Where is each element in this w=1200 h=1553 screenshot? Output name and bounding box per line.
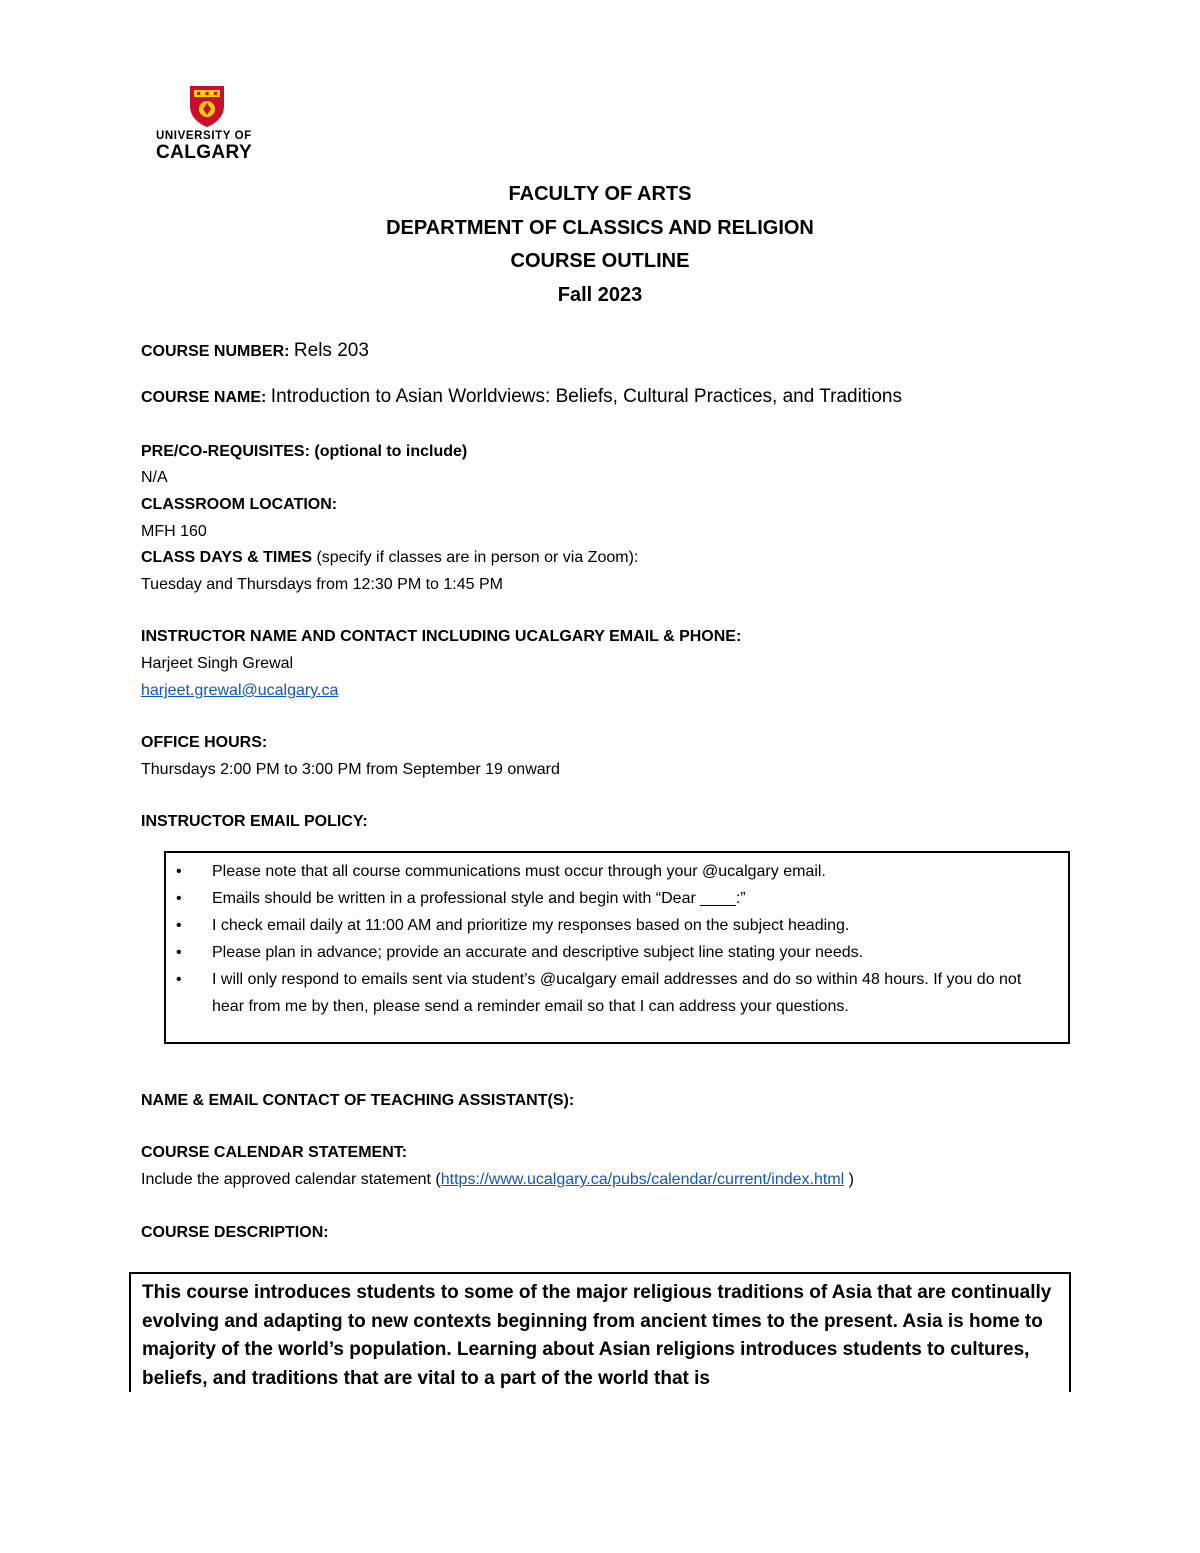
prereq-row [141, 443, 467, 461]
department-title: DEPARTMENT OF CLASSICS AND RELIGION [386, 216, 814, 239]
ta-label: NAME & EMAIL CONTACT OF TEACHING ASSISTANT(S): [141, 1092, 575, 1109]
course-number-row [141, 340, 369, 362]
logo-line-university: UNIVERSITY OF [156, 130, 252, 142]
class-times-row [141, 549, 638, 567]
calendar-link[interactable]: https://www.ucalgary.ca/pubs/calendar/current/index.html [440, 1171, 845, 1188]
calendar-text-before: Include the approved calendar statement ( [141, 1171, 441, 1188]
description-box [129, 1272, 1071, 1392]
description-text: This course introduces students to some of the major religious traditions of Asia that are continually evolving and adapting to new contexts beginning from ancient times to the present. Asia is home to majority of the world’s population. Learning about Asian religions introduces students to cultures, beliefs, and traditions that are vital to a part of the world that is [142, 1282, 1052, 1389]
document-heading [0, 178, 1200, 312]
list-item: • Please note that all course communications must occur through your @ucalgary email. [166, 858, 1068, 885]
university-logo [156, 84, 266, 164]
class-times-label: CLASS DAYS & TIMES [141, 549, 312, 566]
bullet-icon: • [176, 917, 182, 934]
instructor-email-link[interactable]: harjeet.grewal@ucalgary.ca [141, 682, 339, 699]
course-name-row [141, 386, 902, 408]
course-name-value: Introduction to Asian Worldviews: Beliefs, Cultural Practices, and Traditions [270, 386, 902, 407]
office-hours-value: Thursdays 2:00 PM to 3:00 PM from September 19 onward [141, 761, 560, 778]
course-name-label: COURSE NAME: [141, 389, 267, 406]
prereq-label: PRE/CO-REQUISITES: [141, 443, 310, 460]
instructor-email-row [141, 682, 338, 700]
email-policy-list [166, 858, 1068, 1020]
bullet-icon: • [176, 971, 182, 988]
list-item: • I will only respond to emails sent via student’s @ucalgary email addresses and do so within 48 hours. If you do not hear from me by then, please send a reminder email so that I can address your questions. [166, 966, 1068, 1020]
course-number-label: COURSE NUMBER: [141, 343, 290, 360]
bullet-icon: • [176, 944, 182, 961]
calendar-label: COURSE CALENDAR STATEMENT: [141, 1144, 408, 1161]
list-item: • Emails should be written in a professional style and begin with “Dear ____:” [166, 885, 1068, 912]
class-times-value: Tuesday and Thursdays from 12:30 PM to 1:45 PM [141, 576, 503, 593]
calendar-text-after: ) [844, 1171, 854, 1188]
class-times-note: (specify if classes are in person or via Zoom): [316, 549, 639, 566]
crest-icon [188, 84, 226, 128]
email-policy-box [164, 851, 1070, 1044]
faculty-title: FACULTY OF ARTS [508, 183, 692, 205]
list-item: • Please plan in advance; provide an accurate and descriptive subject line stating your needs. [166, 939, 1068, 966]
instructor-label: INSTRUCTOR NAME AND CONTACT INCLUDING UCALGARY EMAIL & PHONE: [141, 628, 742, 645]
logo-line-calgary: CALGARY [156, 142, 253, 163]
instructor-name: Harjeet Singh Grewal [141, 655, 294, 672]
email-policy-label: INSTRUCTOR EMAIL POLICY: [141, 813, 368, 830]
document-type-title: COURSE OUTLINE [510, 250, 690, 272]
location-value: MFH 160 [141, 523, 207, 540]
prereq-value: N/A [141, 469, 168, 486]
list-item: • I check email daily at 11:00 AM and prioritize my responses based on the subject heading. [166, 912, 1068, 939]
course-number-value: Rels 203 [293, 340, 369, 361]
location-label: CLASSROOM LOCATION: [141, 496, 338, 513]
bullet-icon: • [176, 863, 182, 880]
term-title: Fall 2023 [557, 283, 643, 306]
bullet-icon: • [176, 890, 182, 907]
office-hours-label: OFFICE HOURS: [141, 734, 268, 751]
prereq-note: (optional to include) [314, 443, 468, 460]
description-label: COURSE DESCRIPTION: [141, 1224, 329, 1241]
calendar-row [141, 1171, 854, 1189]
